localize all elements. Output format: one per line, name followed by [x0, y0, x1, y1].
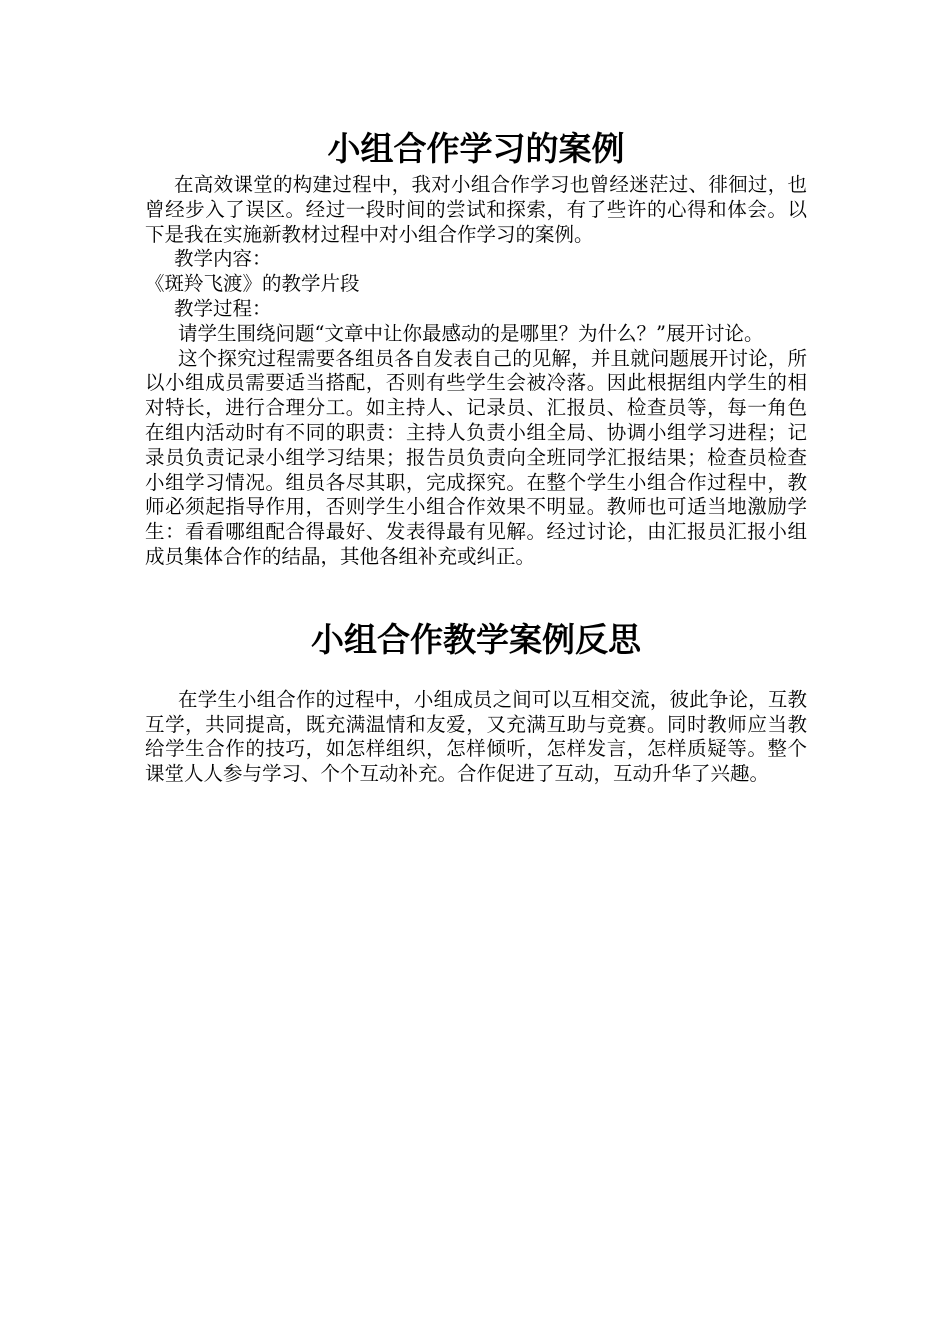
document-page: [145, 125, 807, 787]
reflection-title: 小组合作教学案例反思: [311, 619, 641, 659]
intro-paragraph: 在高效课堂的构建过程中，我对小组合作学习也曾经迷茫过、徘徊过，也曾经步入了误区。经过一段时间的尝试和探索，有了些许的心得和体会。以下是我在实施新教材过程中对小组合作学习的案例。: [145, 173, 807, 246]
teaching-content-value: 《斑羚飞渡》的教学片段: [145, 272, 360, 296]
teaching-process-label: 教学过程：: [174, 296, 272, 320]
process-detail-paragraph: 这个探究过程需要各组员各自发表自己的见解，并且就问题展开讨论，所以小组成员需要适当搭配，否则有些学生会被冷落。因此根据组内学生的相对特长，进行合理分工。如主持人、记录员、汇报员、检查员等，每一角色在组内活动时有不同的职责：主持人负责小组全局、协调小组学习进程；记录员负责记录小组学习结果；报告员负责向全班同学汇报结果；检查员检查小组学习情况。组员各尽其职，完成探究。在整个学生小组合作过程中，教师必须起指导作用，否则学生小组合作效果不明显。教师也可适当地激励学生：看看哪组配合得最好、发表得最有见解。经过讨论，由汇报员汇报小组成员集体合作的结晶，其他各组补充或纠正。: [145, 346, 807, 568]
discussion-question-paragraph: 请学生围绕问题“文章中让你最感动的是哪里？为什么？”展开讨论。: [178, 321, 764, 345]
case-title: 小组合作学习的案例: [327, 129, 625, 168]
reflection-paragraph: 在学生小组合作的过程中，小组成员之间可以互相交流，彼此争论，互教互学，共同提高，既充满温情和友爱，又充满互助与竞赛。同时教师应当教给学生合作的技巧，如怎样组织，怎样倾听，怎样发言，怎样质疑等。整个课堂人人参与学习、个个互动补充。合作促进了互动，互动升华了兴趣。: [145, 687, 807, 786]
teaching-content-label: 教学内容：: [174, 247, 272, 271]
